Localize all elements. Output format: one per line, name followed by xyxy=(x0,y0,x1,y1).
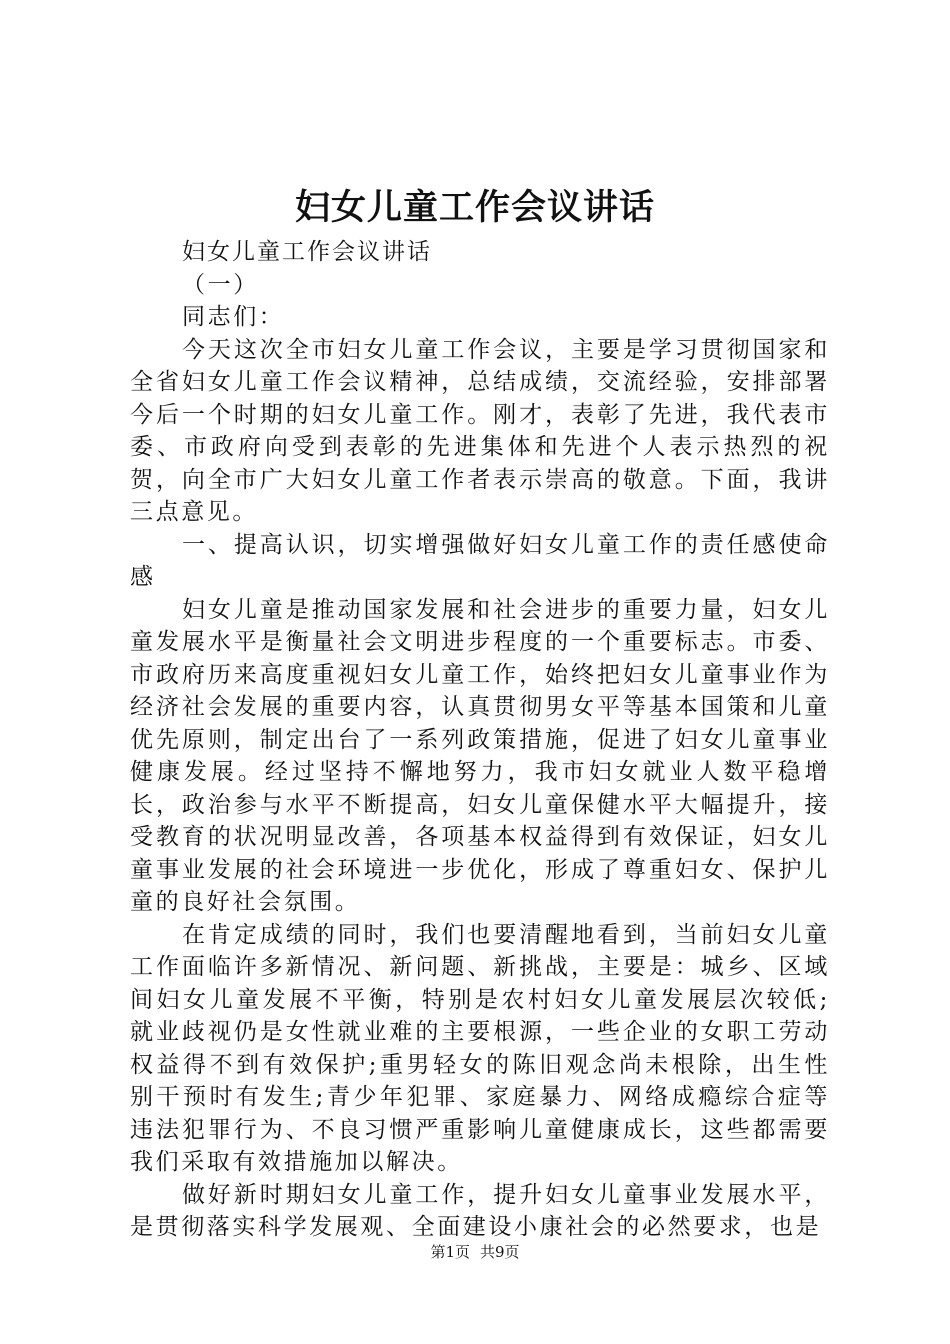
subtitle-paragraph: 妇女儿童工作会议讲话 xyxy=(182,239,432,265)
body-paragraph: 今天这次全市妇女儿童工作会议，主要是学习贯彻国家和全省妇女儿童工作会议精神，总结成绩，交流经验，安排部署今后一个时期的妇女儿童工作。刚才，表彰了先进，我代表市委、市政府向受到表彰的先进集体和先进个人表示热烈的祝贺，向全市广大妇女儿童工作者表示崇高的敬意。下面，我讲三点意见。 xyxy=(130,336,830,525)
section-heading-paragraph: 一、提高认识，切实增强做好妇女儿童工作的责任感使命感 xyxy=(130,531,830,590)
body-paragraph: 做好新时期妇女儿童工作，提升妇女儿童事业发展水平，是贯彻落实科学发展观、全面建设小康社会的必然要求，也是 xyxy=(130,1181,830,1240)
salutation-paragraph: 同志们： xyxy=(182,304,285,330)
document-body xyxy=(130,236,830,1244)
body-paragraph: 妇女儿童是推动国家发展和社会进步的重要力量，妇女儿童发展水平是衡量社会文明进步程度的一个重要标志。市委、市政府历来高度重视妇女儿童工作，始终把妇女儿童事业作为经济社会发展的重要内容，认真贯彻男女平等基本国策和儿童优先原则，制定出台了一系列政策措施，促进了妇女儿童事业健康发展。经过坚持不懈地努力，我市妇女就业人数平稳增长，政治参与水平不断提高，妇女儿童保健水平大幅提升，接受教育的状况明显改善，各项基本权益得到有效保证，妇女儿童事业发展的社会环境进一步优化，形成了尊重妇女、保护儿童的良好社会氛围。 xyxy=(130,596,830,915)
body-paragraph: 在肯定成绩的同时，我们也要清醒地看到，当前妇女儿童工作面临许多新情况、新问题、新挑战，主要是：城乡、区域间妇女儿童发展不平衡，特别是农村妇女儿童发展层次较低;就业歧视仍是女性就业难的主要根源，一些企业的女职工劳动权益得不到有效保护;重男轻女的陈旧观念尚未根除，出生性别干预时有发生;青少年犯罪、家庭暴力、网络成瘾综合症等违法犯罪行为、不良习惯严重影响儿童健康成长，这些都需要我们采取有效措施加以解决。 xyxy=(130,921,830,1175)
document-title: 妇女儿童工作会议讲话 xyxy=(294,187,655,228)
page-number: 第1页 xyxy=(430,1243,470,1261)
page-total: 共9页 xyxy=(480,1243,520,1261)
page-footer xyxy=(0,1242,950,1262)
section-number-paragraph: （一） xyxy=(182,271,259,298)
